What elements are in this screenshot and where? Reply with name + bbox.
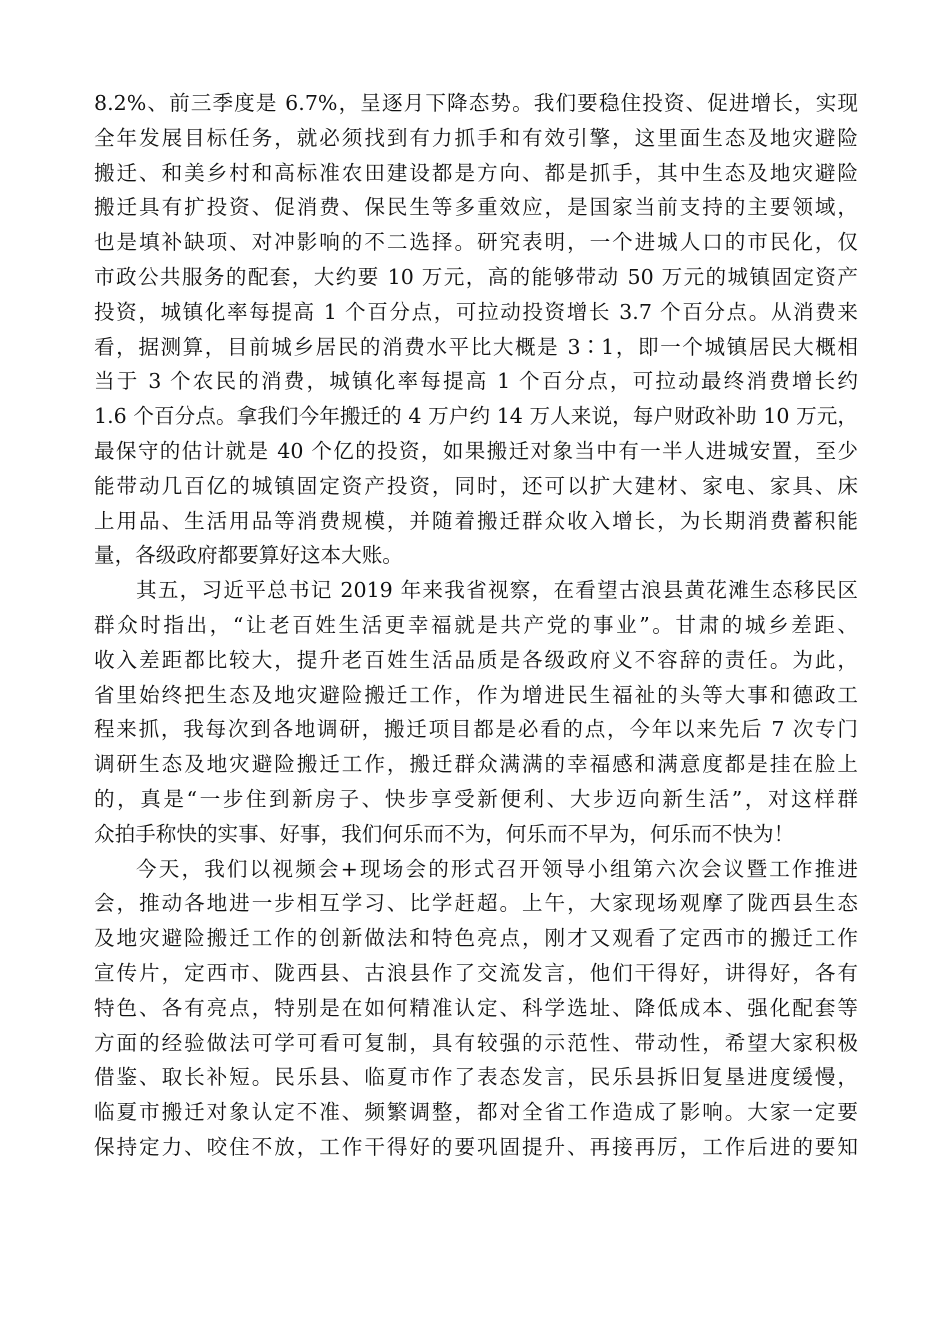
document-page <box>94 86 858 1165</box>
paragraph-1 <box>94 86 858 573</box>
text-line: 搬迁、和美乡村和高标准农田建设都是方向、都是抓手，其中生态及地灾避险 <box>94 160 858 185</box>
text-line: 及地灾避险搬迁工作的创新做法和特色亮点，刚才又观看了定西市的搬迁工作 <box>94 926 858 951</box>
text-line: 能带动几百亿的城镇固定资产投资，同时，还可以扩大建材、家电、家具、床 <box>94 473 858 498</box>
text-line: 量，各级政府都要算好这本大账。 <box>94 543 403 568</box>
text-line: 会，推动各地进一步相互学习、比学赶超。上午，大家现场观摩了陇西县生态 <box>94 891 858 916</box>
text-line: 1.6 个百分点。拿我们今年搬迁的 4 万户约 14 万人来说，每户财政补助 10 万元， <box>94 404 858 429</box>
text-line: 搬迁具有扩投资、促消费、保民生等多重效应，是国家当前支持的主要领域， <box>94 195 858 220</box>
text-line: 借鉴、取长补短。民乐县、临夏市作了表态发言，民乐县拆旧复垦进度缓慢， <box>94 1065 858 1090</box>
text-line: 看，据测算，目前城乡居民的消费水平比大概是 3∶1，即一个城镇居民大概相 <box>94 334 858 359</box>
text-line: 众拍手称快的实事、好事，我们何乐而不为，何乐而不早为，何乐而不快为！ <box>94 821 795 846</box>
text-line: 群众时指出，“让老百姓生活更幸福就是共产党的事业”。甘肃的城乡差距、 <box>94 612 858 637</box>
text-line: 宣传片，定西市、陇西县、古浪县作了交流发言，他们干得好，讲得好，各有 <box>94 960 858 985</box>
text-line: 当于 3 个农民的消费，城镇化率每提高 1 个百分点，可拉动最终消费增长约 <box>94 369 858 394</box>
text-line: 方面的经验做法可学可看可复制，具有较强的示范性、带动性，希望大家积极 <box>94 1030 858 1055</box>
text-line: 今天，我们以视频会+现场会的形式召开领导小组第六次会议暨工作推进 <box>136 856 858 881</box>
text-line: 也是填补缺项、对冲影响的不二选择。研究表明，一个进城人口的市民化，仅 <box>94 230 858 255</box>
paragraph-2 <box>94 573 858 851</box>
text-line: 上用品、生活用品等消费规模，并随着搬迁群众收入增长，为长期消费蓄积能 <box>94 508 858 533</box>
text-line: 其五，习近平总书记 2019 年来我省视察，在看望古浪县黄花滩生态移民区 <box>136 578 858 603</box>
text-line: 全年发展目标任务，就必须找到有力抓手和有效引擎，这里面生态及地灾避险 <box>94 125 858 150</box>
text-line: 收入差距都比较大，提升老百姓生活品质是各级政府义不容辞的责任。为此， <box>94 647 858 672</box>
text-line: 8.2%、前三季度是 6.7%，呈逐月下降态势。我们要稳住投资、促进增长，实现 <box>94 91 858 115</box>
text-line: 的，真是“一步住到新房子、快步享受新便利、大步迈向新生活”，对这样群 <box>94 786 858 811</box>
text-line: 临夏市搬迁对象认定不准、频繁调整，都对全省工作造成了影响。大家一定要 <box>94 1100 858 1125</box>
text-line: 省里始终把生态及地灾避险搬迁工作，作为增进民生福祉的头等大事和德政工 <box>94 682 858 707</box>
text-line: 市政公共服务的配套，大约要 10 万元，高的能够带动 50 万元的城镇固定资产 <box>94 264 858 289</box>
text-line: 投资，城镇化率每提高 1 个百分点，可拉动投资增长 3.7 个百分点。从消费来 <box>94 299 858 324</box>
text-line: 最保守的估计就是 40 个亿的投资，如果搬迁对象当中有一半人进城安置，至少 <box>94 438 858 463</box>
text-line: 程来抓，我每次到各地调研，搬迁项目都是必看的点，今年以来先后 7 次专门 <box>94 717 858 742</box>
text-line: 特色、各有亮点，特别是在如何精准认定、科学选址、降低成本、强化配套等 <box>94 995 858 1020</box>
text-line: 保持定力、咬住不放，工作干得好的要巩固提升、再接再厉，工作后进的要知 <box>94 1134 858 1159</box>
text-line: 调研生态及地灾避险搬迁工作，搬迁群众满满的幸福感和满意度都是挂在脸上 <box>94 752 858 777</box>
paragraph-3 <box>94 852 858 1165</box>
